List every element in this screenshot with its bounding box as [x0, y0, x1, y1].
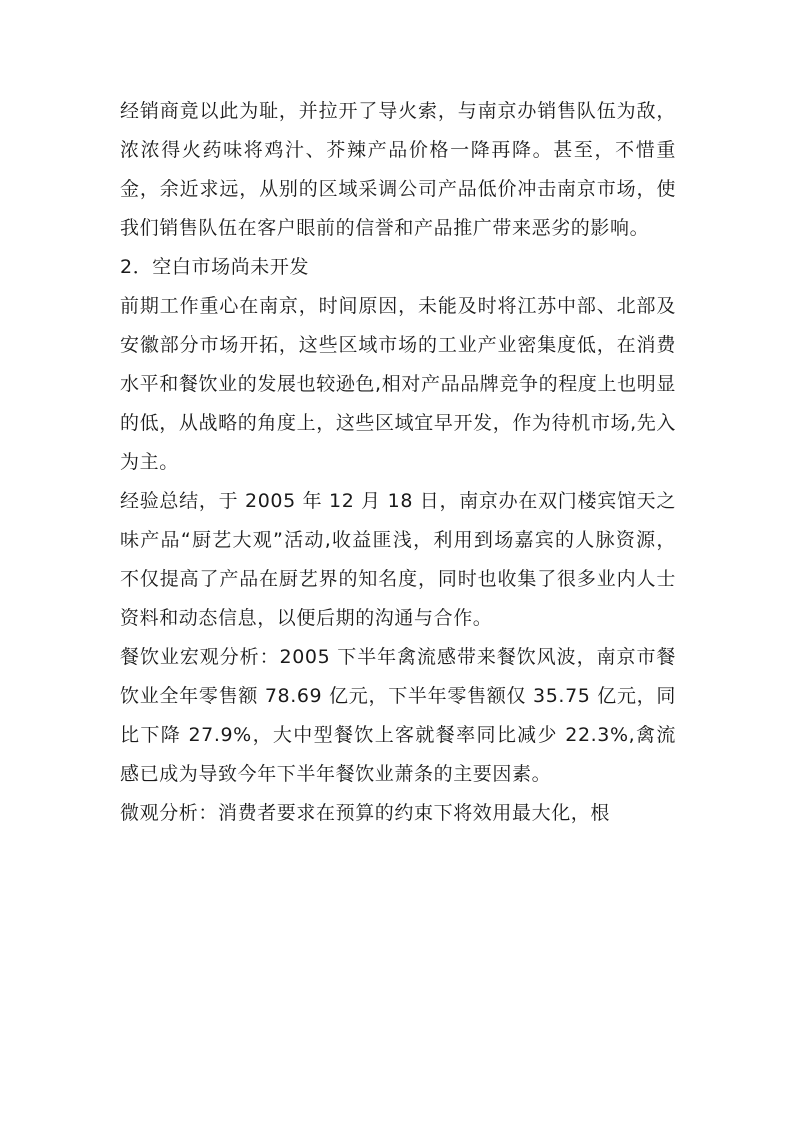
paragraph-micro-analysis: 微观分析：消费者要求在预算的约束下将效用最大化，根 [120, 802, 611, 824]
document-body [120, 92, 676, 833]
paragraph-experience-summary: 经验总结，于 2005 年 12 月 18 日，南京办在双门楼宾馆天之味产品“厨艺大观”活动,收益匪浅，利用到场嘉宾的人脉资源，不仅提高了产品在厨艺界的知名度，同时也收集了很多业内人士资料和动态信息，以便后期的沟通与合作。 [120, 490, 676, 629]
paragraph-distributor-conflict: 经销商竟以此为耻，并拉开了导火索，与南京办销售队伍为敌，浓浓得火药味将鸡汁、芥辣产品价格一降再降。甚至，不惜重金，余近求远，从别的区域采调公司产品低价冲击南京市场，使我们销售队伍在客户眼前的信誉和产品推广带来恶劣的影响。 [120, 100, 676, 239]
paragraph-macro-analysis: 餐饮业宏观分析：2005 下半年禽流感带来餐饮风波，南京市餐饮业全年零售额 78.69 亿元，下半年零售额仅 35.75 亿元，同比下降 27.9%，大中型餐饮上客就餐率同比减少 22.3%,禽流感已成为导致今年下半年餐饮业萧条的主要因素。 [120, 646, 676, 785]
section-heading-blank-market: 2．空白市场尚未开发 [120, 256, 310, 278]
paragraph-market-expansion: 前期工作重心在南京，时间原因，未能及时将江苏中部、北部及安徽部分市场开拓，这些区域市场的工业产业密集度低，在消费水平和餐饮业的发展也较逊色,相对产品品牌竞争的程度上也明显的低，从战略的角度上，这些区域宜早开发，作为待机市场,先入为主。 [120, 295, 676, 473]
